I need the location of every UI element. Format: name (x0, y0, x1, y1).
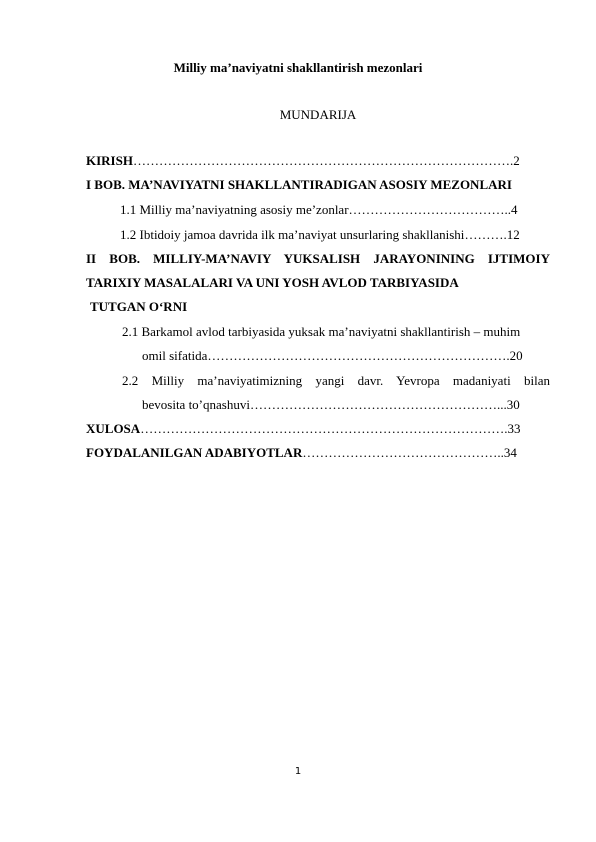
toc-entry-label: 1.1 Milliy ma’naviyatning asosiy me’zonlar (120, 202, 349, 217)
toc-leader: ……………………………………………………………. (207, 348, 510, 363)
document-title: Milliy ma’naviyatni shakllantirish mezonlari (173, 60, 423, 75)
toc-leader: …………………………………………………... (249, 397, 507, 412)
toc-entry-label: omil sifatida (142, 348, 208, 363)
toc-chapter-1[interactable]: I BOB. MA’NAVIYATNI SHAKLLANTIRADIGAN ASOSIY MEZONLARI (86, 177, 512, 192)
toc-leader: ……………………………………….. (302, 445, 504, 460)
toc-entry-1-1[interactable] (120, 202, 584, 218)
toc-entry-2-2[interactable] (142, 397, 596, 413)
toc-page-number: 30 (506, 397, 520, 412)
toc-leader: ………. (464, 227, 507, 242)
toc-entry-2-1[interactable] (142, 348, 596, 364)
toc-leader: …………………………………………………………………………. (140, 421, 508, 436)
toc-leader: ……………………………….. (348, 202, 512, 217)
toc-entry-label: FOYDALANILGAN ADABIYOTLAR (86, 445, 303, 460)
toc-page-number: 12 (506, 227, 520, 242)
toc-page-number: 20 (509, 348, 523, 363)
toc-entry-kirish[interactable] (86, 153, 550, 169)
toc-entry-xulosa[interactable] (86, 421, 550, 437)
toc-entry-label: bevosita to’qnashuvi (142, 397, 250, 412)
toc-heading: MUNDARIJA (279, 107, 357, 122)
toc-chapter-2-line-1[interactable]: II BOB. MILLIY-MA’NAVIY YUKSALISH JARAYONINING IJTIMOIY (86, 251, 550, 266)
toc-entry-2-1-line-1[interactable]: 2.1 Barkamol avlod tarbiyasida yuksak ma’naviyatni shakllantirish – muhim (122, 324, 521, 339)
toc-page-number: 2 (513, 153, 520, 168)
toc-page-number: 33 (507, 421, 521, 436)
toc-leader: ……………………………………………………………………………. (132, 153, 514, 168)
toc-entry-label: KIRISH (86, 153, 133, 168)
toc-entry-adabiyotlar[interactable] (86, 445, 550, 461)
toc-entry-1-2[interactable] (120, 227, 584, 243)
toc-entry-label: XULOSA (86, 421, 141, 436)
page-number: 1 (294, 766, 302, 777)
toc-page-number: 4 (511, 202, 518, 217)
toc-chapter-2-line-3[interactable]: TUTGAN O‘RNI (90, 299, 188, 314)
toc-page-number: 34 (503, 445, 517, 460)
toc-chapter-2-line-2[interactable]: TARIXIY MASALALARI VA UNI YOSH AVLOD TARBIYASIDA (86, 275, 459, 290)
toc-entry-2-2-line-1[interactable]: 2.2 Milliy ma’naviyatimizning yangi davr. Yevropa madaniyati bilan (122, 373, 550, 388)
toc-entry-label: 1.2 Ibtidoiy jamoa davrida ilk ma’naviyat unsurlaring shakllanishi (120, 227, 465, 242)
